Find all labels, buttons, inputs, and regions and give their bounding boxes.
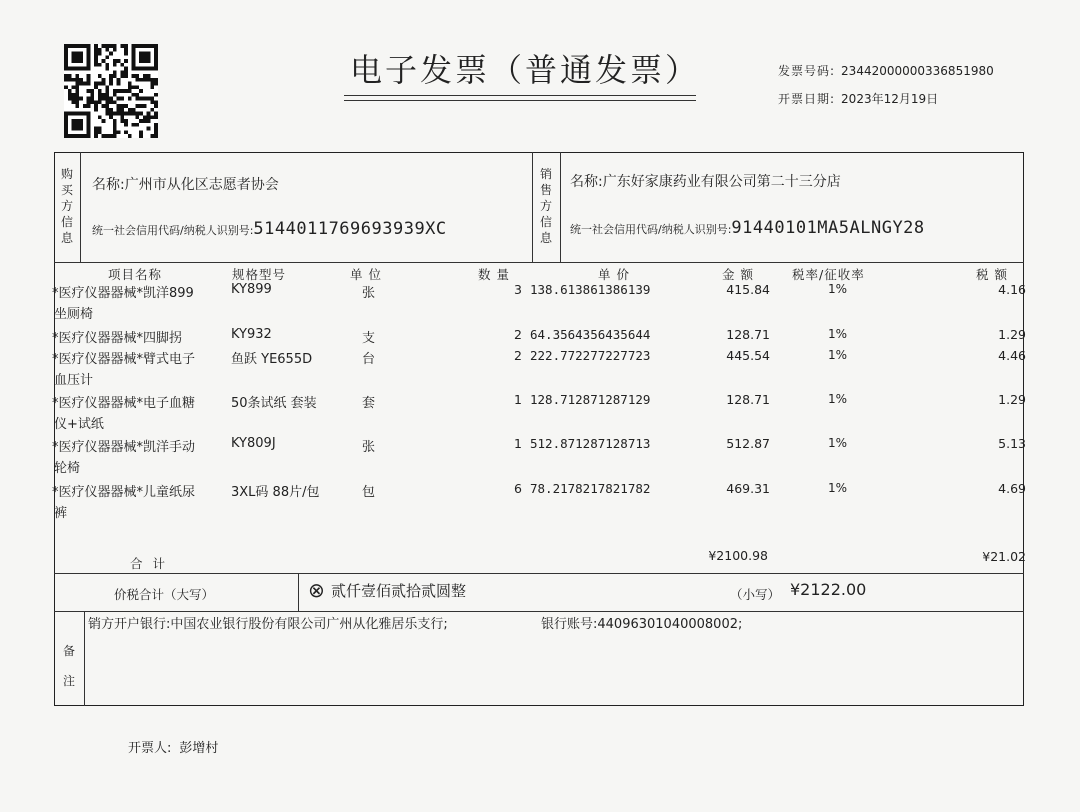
item-tax: 4.69: [998, 481, 1026, 496]
account-label: 银行账号:: [541, 617, 598, 632]
header-unit: 单 位: [350, 267, 382, 282]
grid-line: [54, 573, 1024, 574]
item-unit: 包: [362, 485, 376, 500]
invoice-date: [778, 90, 938, 107]
item-qty: 1: [514, 436, 522, 451]
invoice-date-label: 开票日期:: [778, 92, 836, 106]
item-name-cont: 仪+试纸: [54, 417, 104, 432]
item-spec: 3XL码 88片/包: [231, 485, 320, 500]
item-name-cont: 轮椅: [54, 461, 81, 476]
invoice-number-value: 23442000000336851980: [841, 64, 994, 78]
seller-section-label: 销 售 方 信 息: [539, 167, 552, 245]
item-unit: 套: [362, 396, 376, 411]
item-tax: 5.13: [998, 436, 1026, 451]
item-amount: 415.84: [726, 282, 770, 297]
item-amount: 512.87: [726, 436, 770, 451]
account-info: [541, 613, 742, 632]
bank-info: [88, 613, 448, 632]
grid-line: [532, 152, 533, 262]
title-underline: [344, 100, 696, 101]
item-price: 512.871287128713: [530, 436, 651, 451]
buyer-name-label: 名称:: [92, 177, 125, 193]
cross-circle-icon: ⊗: [308, 578, 325, 602]
header-item: 项目名称: [108, 267, 163, 282]
item-name: *医疗仪器器械*凯洋手动: [52, 440, 196, 455]
item-tax: 1.29: [998, 392, 1026, 407]
buyer-name: [92, 174, 279, 194]
header-rate: 税率/征收率: [792, 267, 865, 282]
summary-label: 价税合计（大写）: [114, 587, 215, 602]
item-name-cont: 坐厕椅: [54, 307, 94, 322]
item-amount: 128.71: [726, 327, 770, 342]
buyer-tax-id: [92, 219, 447, 239]
item-name: *医疗仪器器械*四脚拐: [52, 331, 183, 346]
item-amount: 445.54: [726, 348, 770, 363]
account-value: 44096301040008002;: [597, 617, 743, 632]
item-rate: 1%: [828, 481, 848, 495]
item-qty: 3: [514, 282, 522, 297]
seller-tax-id: [570, 218, 925, 238]
qr-code: [64, 44, 158, 138]
item-qty: 1: [514, 392, 522, 407]
item-rate: 1%: [828, 436, 848, 450]
item-spec: 50条试纸 套装: [231, 396, 317, 411]
item-amount: 469.31: [726, 481, 770, 496]
item-unit: 台: [362, 352, 376, 367]
xiaoxie-label: （小写）: [730, 587, 781, 602]
item-qty: 2: [514, 348, 522, 363]
item-name: *医疗仪器器械*臂式电子: [52, 352, 196, 367]
bank-value: 中国农业银行股份有限公司广州从化雅居乐支行;: [170, 617, 448, 632]
header-tax: 税 额: [976, 267, 1008, 282]
buyer-name-value: 广州市从化区志愿者协会: [124, 177, 279, 193]
buyer-tax-label: 统一社会信用代码/纳税人识别号:: [92, 224, 254, 237]
item-price: 64.3564356435644: [530, 327, 651, 342]
issuer-label: 开票人:: [128, 741, 172, 756]
total-amount: ¥2100.98: [708, 548, 768, 563]
item-name: *医疗仪器器械*儿童纸尿: [52, 485, 196, 500]
header-qty: 数 量: [478, 267, 510, 282]
total-label: 合 计: [130, 556, 168, 571]
seller-name: [570, 171, 841, 191]
item-unit: 张: [362, 286, 376, 301]
item-name: *医疗仪器器械*凯洋899: [52, 286, 194, 301]
item-unit: 支: [362, 331, 376, 346]
item-unit: 张: [362, 440, 376, 455]
remarks-label: 备 注: [62, 644, 75, 688]
item-spec: KY809J: [231, 436, 276, 451]
buyer-tax-value: 51440117696939​39XC: [253, 219, 447, 239]
bank-label: 销方开户银行:: [88, 617, 171, 632]
header-spec: 规格型号: [232, 267, 287, 282]
item-rate: 1%: [828, 282, 848, 296]
issuer-name: 彭增村: [179, 741, 219, 756]
seller-name-value: 广东好家康药业有限公司第二十三分店: [602, 174, 841, 190]
item-rate: 1%: [828, 348, 848, 362]
invoice-title: 电子发票（普通发票）: [349, 51, 700, 89]
item-tax: 1.29: [998, 327, 1026, 342]
item-price: 128.712871287129: [530, 392, 651, 407]
seller-tax-value: 91440101MA5ALNGY28: [731, 218, 925, 238]
grid-line: [560, 152, 561, 262]
title-underline: [344, 95, 696, 96]
item-amount: 128.71: [726, 392, 770, 407]
grid-line: [84, 611, 85, 706]
item-rate: 1%: [828, 327, 848, 341]
item-qty: 2: [514, 327, 522, 342]
invoice-number: [778, 62, 994, 79]
total-in-figures: ¥2122.00: [790, 580, 867, 599]
total-tax: ¥21.02: [982, 549, 1026, 564]
item-name: *医疗仪器器械*电子血糖: [52, 396, 196, 411]
seller-name-label: 名称:: [570, 174, 603, 190]
grid-line: [54, 611, 1024, 612]
header-price: 单 价: [598, 267, 630, 282]
item-spec: 鱼跃 YE655D: [231, 352, 313, 367]
grid-line: [54, 262, 1024, 263]
item-rate: 1%: [828, 392, 848, 406]
grid-line: [298, 573, 299, 611]
seller-tax-label: 统一社会信用代码/纳税人识别号:: [570, 223, 732, 236]
invoice-number-label: 发票号码:: [778, 64, 836, 78]
item-tax: 4.46: [998, 348, 1026, 363]
item-price: 138.613861386139: [530, 282, 651, 297]
item-name-cont: 裤: [54, 506, 68, 521]
header-amount: 金 额: [722, 267, 754, 282]
issuer: [128, 737, 218, 756]
item-tax: 4.16: [998, 282, 1026, 297]
item-price: 222.772277227723: [530, 348, 651, 363]
item-spec: KY899: [231, 282, 272, 297]
item-name-cont: 血压计: [54, 373, 94, 388]
grid-line: [80, 152, 81, 262]
buyer-section-label: 购 买 方 信 息: [60, 167, 73, 245]
item-price: 78.2178217821782: [530, 481, 651, 496]
item-spec: KY932: [231, 327, 272, 342]
total-in-words: 贰仟壹佰贰拾贰圆整: [331, 582, 467, 600]
item-qty: 6: [514, 481, 522, 496]
invoice-date-value: 2023年12月19日: [841, 92, 939, 106]
